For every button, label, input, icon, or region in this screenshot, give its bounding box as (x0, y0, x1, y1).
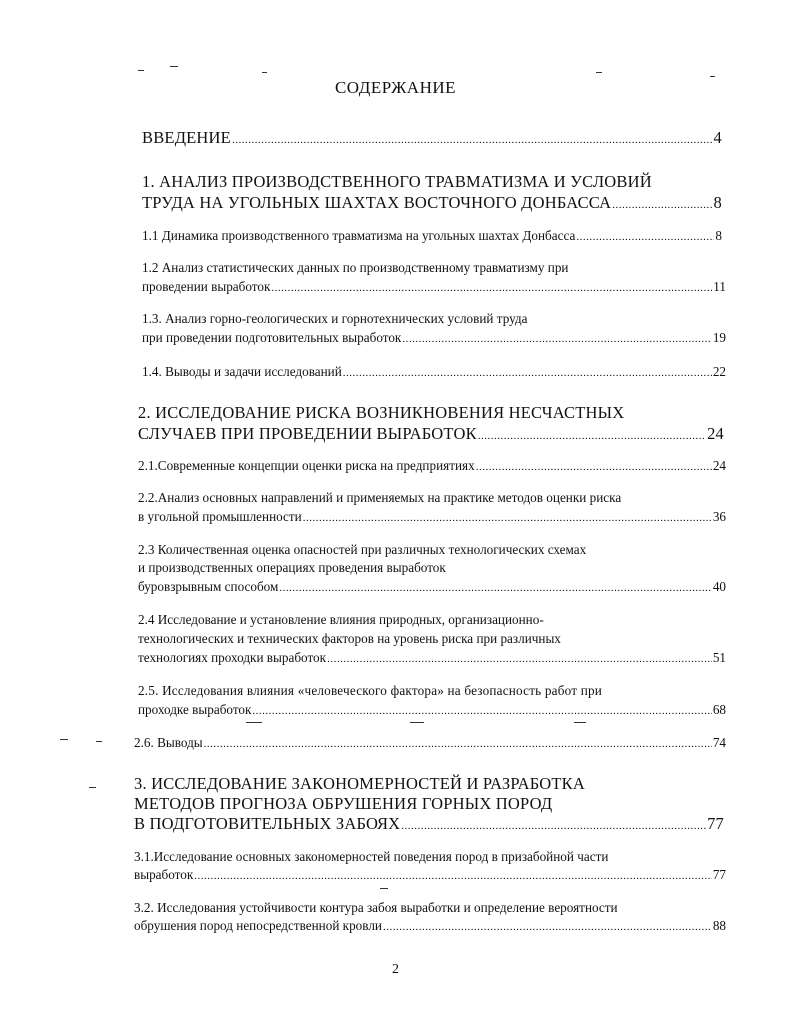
toc-page-number: 88 (712, 918, 726, 933)
leader-dots (478, 430, 706, 442)
toc-entry-2-4-line1: 2.4 Исследование и установление влияния природных, организационно- (138, 612, 544, 627)
chapter-3-title-line3: В ПОДГОТОВИТЕЛЬНЫХ ЗАБОЯХ (134, 814, 401, 833)
toc-entry-2-5-line1: 2.5. Исследования влияния «человеческого фактора» на безопасность работ при (138, 683, 603, 698)
scan-speck (262, 72, 267, 73)
toc-entry-1-3 (142, 330, 726, 346)
leader-dots (204, 738, 712, 750)
toc-entry-title: технологиях проходки выработок (138, 650, 327, 665)
toc-entry-1-1 (142, 228, 722, 244)
scan-speck (96, 741, 102, 742)
toc-title: СОДЕРЖАНИЕ (334, 78, 457, 97)
scan-speck (596, 72, 602, 73)
toc-page-number: 8 (715, 228, 722, 243)
toc-entry-chapter-1 (142, 193, 722, 213)
toc-entry-intro (142, 128, 722, 148)
toc-entry-title: 1.1 Динамика производственного травматизма на угольных шахтах Донбасса (142, 228, 576, 243)
toc-entry-title: при проведении подготовительных выработок (142, 330, 402, 345)
leader-dots (343, 367, 712, 379)
toc-page-number: 8 (713, 193, 722, 212)
toc-entry-2-4-line2: технологических и технических факторов на уровень риска при различных (138, 631, 561, 646)
toc-entry-2-6 (134, 735, 726, 751)
chapter-1-title-line2: ТРУДА НА УГОЛЬНЫХ ШАХТАХ ВОСТОЧНОГО ДОНБАССА (142, 193, 612, 212)
toc-entry-1-4 (142, 364, 726, 380)
toc-entry-title: 1.4. Выводы и задачи исследований (142, 364, 342, 379)
toc-entry-2-3-line1: 2.3 Количественная оценка опасностей при различных технологических схемах (138, 542, 587, 557)
leader-dots (327, 653, 712, 665)
leader-dots (476, 461, 712, 473)
toc-page-number: 74 (712, 735, 726, 750)
leader-dots (402, 333, 711, 345)
leader-dots (232, 134, 713, 146)
leader-dots (271, 282, 712, 294)
leader-dots (612, 199, 712, 211)
toc-page-number: 36 (712, 509, 726, 524)
toc-page-number: 22 (712, 364, 726, 379)
toc-entry-2-3 (138, 579, 726, 595)
toc-entry-3-2 (134, 918, 726, 934)
toc-entry-title: в угольной промышленности (138, 509, 302, 524)
scan-speck (170, 66, 178, 67)
toc-entry-3-1 (134, 867, 726, 883)
toc-entry-1-2 (142, 279, 726, 295)
chapter-2-title-line1: 2. ИССЛЕДОВАНИЕ РИСКА ВОЗНИКНОВЕНИЯ НЕСЧАСТНЫХ (138, 403, 625, 422)
scan-speck (710, 76, 715, 77)
toc-entry-2-5 (138, 702, 726, 718)
toc-page-number: 24 (712, 458, 726, 473)
toc-page-number: 51 (712, 650, 726, 665)
scan-speck (380, 888, 388, 889)
chapter-3-title-line1: 3. ИССЛЕДОВАНИЕ ЗАКОНОМЕРНОСТЕЙ И РАЗРАБОТКА (134, 774, 585, 793)
scan-speck (574, 722, 586, 723)
toc-entry-2-4 (138, 650, 726, 666)
toc-page-number: 77 (707, 814, 724, 833)
chapter-2-title-line2: СЛУЧАЕВ ПРИ ПРОВЕДЕНИИ ВЫРАБОТОК (138, 424, 477, 443)
leader-dots (383, 921, 712, 933)
toc-entry-title: обрушения пород непосредственной кровли (134, 918, 382, 933)
scan-speck (410, 722, 424, 723)
leader-dots (252, 705, 711, 717)
toc-entry-chapter-2 (138, 424, 724, 444)
scan-speck (246, 722, 262, 723)
toc-page-number: 68 (712, 702, 726, 717)
toc-entry-title: выработок (134, 867, 194, 882)
toc-entry-title: 2.1.Современные концепции оценки риска на предприятиях (138, 458, 475, 473)
toc-entry-3-2-line1: 3.2. Исследования устойчивости контура забоя выработки и определение вероятности (134, 900, 618, 915)
leader-dots (576, 231, 714, 243)
toc-entry-title: 2.6. Выводы (134, 735, 203, 750)
toc-entry-1-2-line1: 1.2 Анализ статистических данных по производственному травматизму при (142, 260, 569, 275)
toc-page-number: 24 (707, 424, 724, 443)
toc-entry-title: проходке выработок (138, 702, 252, 717)
toc-entry-title: буровзрывным способом (138, 579, 279, 594)
toc-page-number: 19 (712, 330, 726, 345)
toc-page-number: 4 (713, 128, 722, 147)
toc-page-number: 40 (712, 579, 726, 594)
chapter-3-title-line2: МЕТОДОВ ПРОГНОЗА ОБРУШЕНИЯ ГОРНЫХ ПОРОД (134, 794, 553, 813)
toc-entry-1-3-line1: 1.3. Анализ горно-геологических и горнотехнических условий труда (142, 311, 528, 326)
toc-entry-2-2-line1: 2.2.Анализ основных направлений и применяемых на практике методов оценки риска (138, 490, 622, 505)
leader-dots (303, 512, 712, 524)
toc-page-number: 77 (712, 867, 726, 882)
toc-entry-3-1-line1: 3.1.Исследование основных закономерностей поведения пород в призабойной части (134, 849, 609, 864)
scan-speck (60, 739, 68, 740)
scan-speck (138, 70, 144, 71)
toc-entry-title: проведении выработок (142, 279, 271, 294)
leader-dots (279, 582, 711, 594)
toc-entry-2-2 (138, 509, 726, 525)
toc-entry-chapter-3 (134, 814, 724, 834)
toc-entry-title: ВВЕДЕНИЕ (142, 128, 231, 147)
toc-page-number: 11 (713, 279, 726, 294)
toc-entry-2-3-line2: и производственных операциях проведения выработок (138, 560, 446, 575)
scan-speck (89, 787, 96, 788)
leader-dots (401, 820, 706, 832)
leader-dots (194, 870, 712, 882)
page-number: 2 (392, 962, 399, 977)
chapter-1-title-line1: 1. АНАЛИЗ ПРОИЗВОДСТВЕННОГО ТРАВМАТИЗМА И УСЛОВИЙ (142, 172, 652, 191)
toc-entry-2-1 (138, 458, 726, 474)
